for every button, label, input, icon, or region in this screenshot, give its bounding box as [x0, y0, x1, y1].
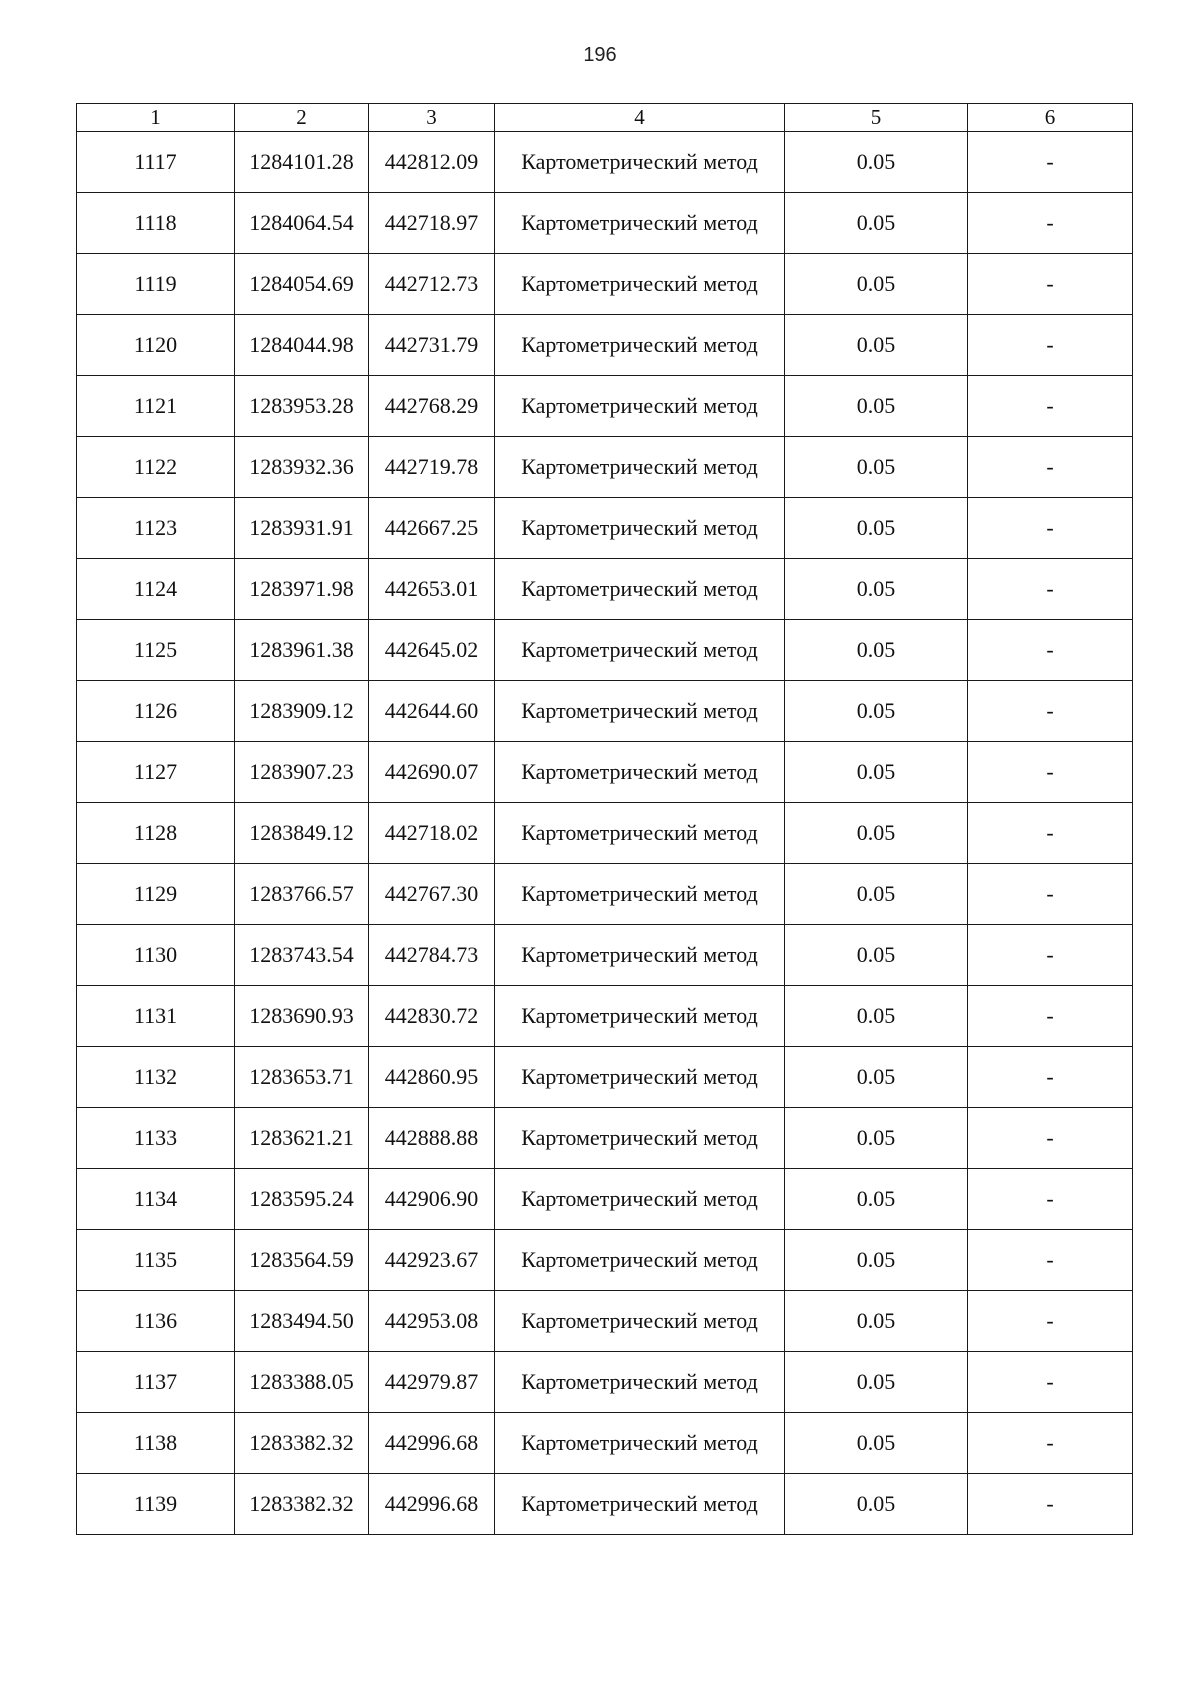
point-number-cell: 1120 [77, 315, 235, 376]
x-coordinate-cell: 1283932.36 [235, 437, 369, 498]
method-cell: Картометрический метод [495, 1352, 785, 1413]
point-number-cell: 1127 [77, 742, 235, 803]
point-number-cell: 1124 [77, 559, 235, 620]
method-cell: Картометрический метод [495, 1474, 785, 1535]
precision-cell: 0.05 [785, 437, 968, 498]
point-number-cell: 1129 [77, 864, 235, 925]
table-row [77, 132, 1133, 193]
table-header [77, 104, 1133, 132]
note-cell: - [968, 1291, 1133, 1352]
precision-cell: 0.05 [785, 986, 968, 1047]
point-number-cell: 1122 [77, 437, 235, 498]
x-coordinate-cell: 1283849.12 [235, 803, 369, 864]
note-cell: - [968, 315, 1133, 376]
table-row [77, 681, 1133, 742]
note-cell: - [968, 132, 1133, 193]
y-coordinate-cell: 442830.72 [369, 986, 495, 1047]
method-cell: Картометрический метод [495, 376, 785, 437]
method-cell: Картометрический метод [495, 864, 785, 925]
note-cell: - [968, 803, 1133, 864]
precision-cell: 0.05 [785, 315, 968, 376]
point-number-cell: 1133 [77, 1108, 235, 1169]
precision-cell: 0.05 [785, 498, 968, 559]
y-coordinate-cell: 442953.08 [369, 1291, 495, 1352]
point-number-cell: 1132 [77, 1047, 235, 1108]
precision-cell: 0.05 [785, 1474, 968, 1535]
precision-cell: 0.05 [785, 1291, 968, 1352]
y-coordinate-cell: 442645.02 [369, 620, 495, 681]
precision-cell: 0.05 [785, 1413, 968, 1474]
y-coordinate-cell: 442768.29 [369, 376, 495, 437]
note-cell: - [968, 1108, 1133, 1169]
note-cell: - [968, 925, 1133, 986]
precision-cell: 0.05 [785, 864, 968, 925]
y-coordinate-cell: 442767.30 [369, 864, 495, 925]
note-cell: - [968, 742, 1133, 803]
method-cell: Картометрический метод [495, 1108, 785, 1169]
y-coordinate-cell: 442979.87 [369, 1352, 495, 1413]
note-cell: - [968, 559, 1133, 620]
y-coordinate-cell: 442923.67 [369, 1230, 495, 1291]
y-coordinate-cell: 442667.25 [369, 498, 495, 559]
table-row [77, 437, 1133, 498]
table-row [77, 254, 1133, 315]
precision-cell: 0.05 [785, 376, 968, 437]
note-cell: - [968, 498, 1133, 559]
y-coordinate-cell: 442860.95 [369, 1047, 495, 1108]
x-coordinate-cell: 1283690.93 [235, 986, 369, 1047]
y-coordinate-cell: 442906.90 [369, 1169, 495, 1230]
precision-cell: 0.05 [785, 1047, 968, 1108]
x-coordinate-cell: 1283953.28 [235, 376, 369, 437]
table-row [77, 742, 1133, 803]
y-coordinate-cell: 442653.01 [369, 559, 495, 620]
method-cell: Картометрический метод [495, 254, 785, 315]
coordinates-table [76, 103, 1133, 1535]
method-cell: Картометрический метод [495, 498, 785, 559]
table-row [77, 315, 1133, 376]
y-coordinate-cell: 442784.73 [369, 925, 495, 986]
method-cell: Картометрический метод [495, 437, 785, 498]
table-row [77, 620, 1133, 681]
table-row [77, 925, 1133, 986]
y-coordinate-cell: 442644.60 [369, 681, 495, 742]
header-cell-1: 1 [77, 104, 235, 132]
precision-cell: 0.05 [785, 803, 968, 864]
precision-cell: 0.05 [785, 559, 968, 620]
method-cell: Картометрический метод [495, 1047, 785, 1108]
y-coordinate-cell: 442996.68 [369, 1474, 495, 1535]
header-cell-4: 4 [495, 104, 785, 132]
point-number-cell: 1118 [77, 193, 235, 254]
y-coordinate-cell: 442888.88 [369, 1108, 495, 1169]
x-coordinate-cell: 1284044.98 [235, 315, 369, 376]
x-coordinate-cell: 1283907.23 [235, 742, 369, 803]
precision-cell: 0.05 [785, 1169, 968, 1230]
point-number-cell: 1135 [77, 1230, 235, 1291]
point-number-cell: 1130 [77, 925, 235, 986]
note-cell: - [968, 681, 1133, 742]
x-coordinate-cell: 1283621.21 [235, 1108, 369, 1169]
note-cell: - [968, 254, 1133, 315]
method-cell: Картометрический метод [495, 193, 785, 254]
x-coordinate-cell: 1283595.24 [235, 1169, 369, 1230]
x-coordinate-cell: 1283653.71 [235, 1047, 369, 1108]
precision-cell: 0.05 [785, 925, 968, 986]
note-cell: - [968, 1413, 1133, 1474]
precision-cell: 0.05 [785, 681, 968, 742]
header-cell-5: 5 [785, 104, 968, 132]
table-row [77, 1169, 1133, 1230]
table-row [77, 1352, 1133, 1413]
x-coordinate-cell: 1283494.50 [235, 1291, 369, 1352]
precision-cell: 0.05 [785, 1230, 968, 1291]
table-row [77, 1047, 1133, 1108]
precision-cell: 0.05 [785, 1352, 968, 1413]
method-cell: Картометрический метод [495, 620, 785, 681]
header-row [77, 104, 1133, 132]
x-coordinate-cell: 1283382.32 [235, 1413, 369, 1474]
method-cell: Картометрический метод [495, 681, 785, 742]
y-coordinate-cell: 442719.78 [369, 437, 495, 498]
precision-cell: 0.05 [785, 132, 968, 193]
x-coordinate-cell: 1283766.57 [235, 864, 369, 925]
note-cell: - [968, 1474, 1133, 1535]
table-row [77, 193, 1133, 254]
header-cell-6: 6 [968, 104, 1133, 132]
point-number-cell: 1131 [77, 986, 235, 1047]
point-number-cell: 1125 [77, 620, 235, 681]
y-coordinate-cell: 442712.73 [369, 254, 495, 315]
point-number-cell: 1134 [77, 1169, 235, 1230]
header-cell-2: 2 [235, 104, 369, 132]
y-coordinate-cell: 442718.02 [369, 803, 495, 864]
method-cell: Картометрический метод [495, 742, 785, 803]
y-coordinate-cell: 442718.97 [369, 193, 495, 254]
method-cell: Картометрический метод [495, 986, 785, 1047]
y-coordinate-cell: 442996.68 [369, 1413, 495, 1474]
x-coordinate-cell: 1283961.38 [235, 620, 369, 681]
note-cell: - [968, 864, 1133, 925]
precision-cell: 0.05 [785, 254, 968, 315]
method-cell: Картометрический метод [495, 803, 785, 864]
y-coordinate-cell: 442812.09 [369, 132, 495, 193]
x-coordinate-cell: 1284054.69 [235, 254, 369, 315]
method-cell: Картометрический метод [495, 1169, 785, 1230]
point-number-cell: 1128 [77, 803, 235, 864]
note-cell: - [968, 1047, 1133, 1108]
point-number-cell: 1126 [77, 681, 235, 742]
y-coordinate-cell: 442690.07 [369, 742, 495, 803]
x-coordinate-cell: 1283909.12 [235, 681, 369, 742]
note-cell: - [968, 1169, 1133, 1230]
y-coordinate-cell: 442731.79 [369, 315, 495, 376]
table-row [77, 1108, 1133, 1169]
point-number-cell: 1117 [77, 132, 235, 193]
point-number-cell: 1138 [77, 1413, 235, 1474]
table-row [77, 559, 1133, 620]
table-row [77, 498, 1133, 559]
note-cell: - [968, 620, 1133, 681]
note-cell: - [968, 1352, 1133, 1413]
method-cell: Картометрический метод [495, 1413, 785, 1474]
table-row [77, 376, 1133, 437]
x-coordinate-cell: 1283382.32 [235, 1474, 369, 1535]
precision-cell: 0.05 [785, 742, 968, 803]
table-row [77, 803, 1133, 864]
point-number-cell: 1137 [77, 1352, 235, 1413]
note-cell: - [968, 437, 1133, 498]
note-cell: - [968, 986, 1133, 1047]
x-coordinate-cell: 1284064.54 [235, 193, 369, 254]
point-number-cell: 1119 [77, 254, 235, 315]
precision-cell: 0.05 [785, 1108, 968, 1169]
note-cell: - [968, 1230, 1133, 1291]
page-number: 196 [583, 44, 617, 66]
method-cell: Картометрический метод [495, 1230, 785, 1291]
point-number-cell: 1139 [77, 1474, 235, 1535]
table-row [77, 1474, 1133, 1535]
method-cell: Картометрический метод [495, 559, 785, 620]
point-number-cell: 1121 [77, 376, 235, 437]
point-number-cell: 1123 [77, 498, 235, 559]
table-row [77, 1291, 1133, 1352]
x-coordinate-cell: 1283971.98 [235, 559, 369, 620]
method-cell: Картометрический метод [495, 925, 785, 986]
table-row [77, 1230, 1133, 1291]
x-coordinate-cell: 1284101.28 [235, 132, 369, 193]
method-cell: Картометрический метод [495, 132, 785, 193]
x-coordinate-cell: 1283564.59 [235, 1230, 369, 1291]
x-coordinate-cell: 1283743.54 [235, 925, 369, 986]
x-coordinate-cell: 1283388.05 [235, 1352, 369, 1413]
method-cell: Картометрический метод [495, 1291, 785, 1352]
precision-cell: 0.05 [785, 620, 968, 681]
table-row [77, 1413, 1133, 1474]
point-number-cell: 1136 [77, 1291, 235, 1352]
note-cell: - [968, 376, 1133, 437]
precision-cell: 0.05 [785, 193, 968, 254]
note-cell: - [968, 193, 1133, 254]
x-coordinate-cell: 1283931.91 [235, 498, 369, 559]
method-cell: Картометрический метод [495, 315, 785, 376]
table-row [77, 986, 1133, 1047]
header-cell-3: 3 [369, 104, 495, 132]
table-row [77, 864, 1133, 925]
table-body [77, 132, 1133, 1535]
